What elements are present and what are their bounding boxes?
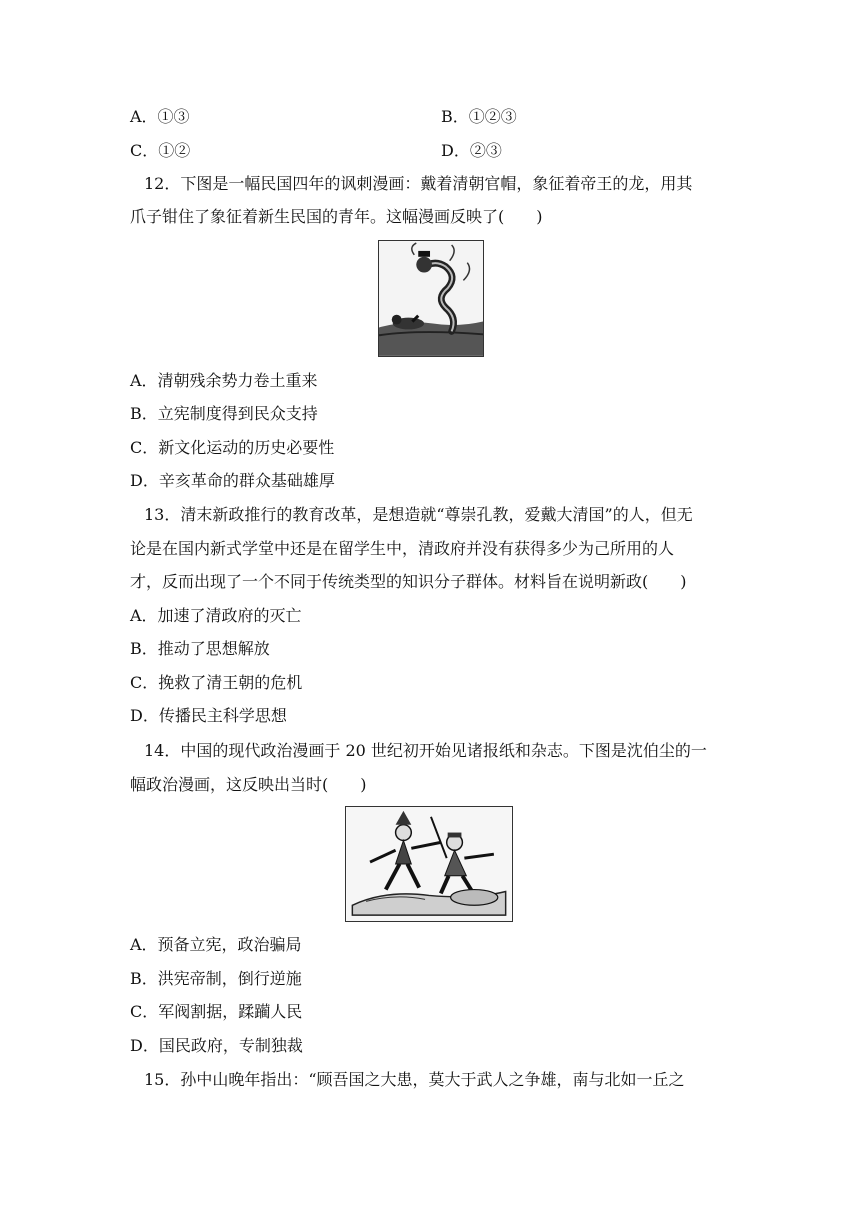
q13-stem-line-2: 论是在国内新式学堂中还是在留学生中，清政府并没有获得多少为己所用的人 xyxy=(130,539,675,558)
q13-option-d: D．传播民主科学思想 xyxy=(130,706,287,725)
q11-option-c: C．①② xyxy=(130,141,191,160)
q14-option-d: D．国民政府，专制独裁 xyxy=(130,1036,303,1055)
dragon-cartoon-image xyxy=(378,240,484,357)
warlord-cartoon-image xyxy=(345,806,513,922)
q12-stem-line-2: 爪子钳住了象征着新生民国的青年。这幅漫画反映了( ) xyxy=(130,207,543,226)
q14-option-c: C．军阀割据，蹂躏人民 xyxy=(130,1002,303,1021)
q13-stem-line-3: 才，反而出现了一个不同于传统类型的知识分子群体。材料旨在说明新政( ) xyxy=(130,572,687,591)
q13-option-c: C．挽救了清王朝的危机 xyxy=(130,673,303,692)
q14-stem-line-1: 14．中国的现代政治漫画于 20 世纪初开始见诸报纸和杂志。下图是沈伯尘的一 xyxy=(144,741,707,760)
q13-option-a: A．加速了清政府的灭亡 xyxy=(130,606,302,625)
q14-option-b: B．洪宪帝制，倒行逆施 xyxy=(130,969,302,988)
q13-stem-line-1: 13．清末新政推行的教育改革，是想造就“尊崇孔教，爱戴大清国”的人，但无 xyxy=(144,505,693,524)
q11-option-b: B．①②③ xyxy=(441,107,517,126)
q12-stem-line-1: 12．下图是一幅民国四年的讽刺漫画：戴着清朝官帽，象征着帝王的龙，用其 xyxy=(144,174,693,193)
q13-option-b: B．推动了思想解放 xyxy=(130,639,270,658)
q11-option-d: D．②③ xyxy=(441,141,502,160)
q12-option-b: B．立宪制度得到民众支持 xyxy=(130,404,318,423)
q14-option-a: A．预备立宪，政治骗局 xyxy=(130,935,302,954)
q11-option-a: A．①③ xyxy=(130,107,190,126)
q12-option-c: C．新文化运动的历史必要性 xyxy=(130,438,335,457)
q14-stem-line-2: 幅政治漫画，这反映出当时( ) xyxy=(130,775,367,794)
q15-stem-line-1: 15．孙中山晚年指出：“顾吾国之大患，莫大于武人之争雄，南与北如一丘之 xyxy=(144,1070,685,1089)
q12-option-a: A．清朝残余势力卷土重来 xyxy=(130,371,318,390)
q12-option-d: D．辛亥革命的群众基础雄厚 xyxy=(130,471,335,490)
